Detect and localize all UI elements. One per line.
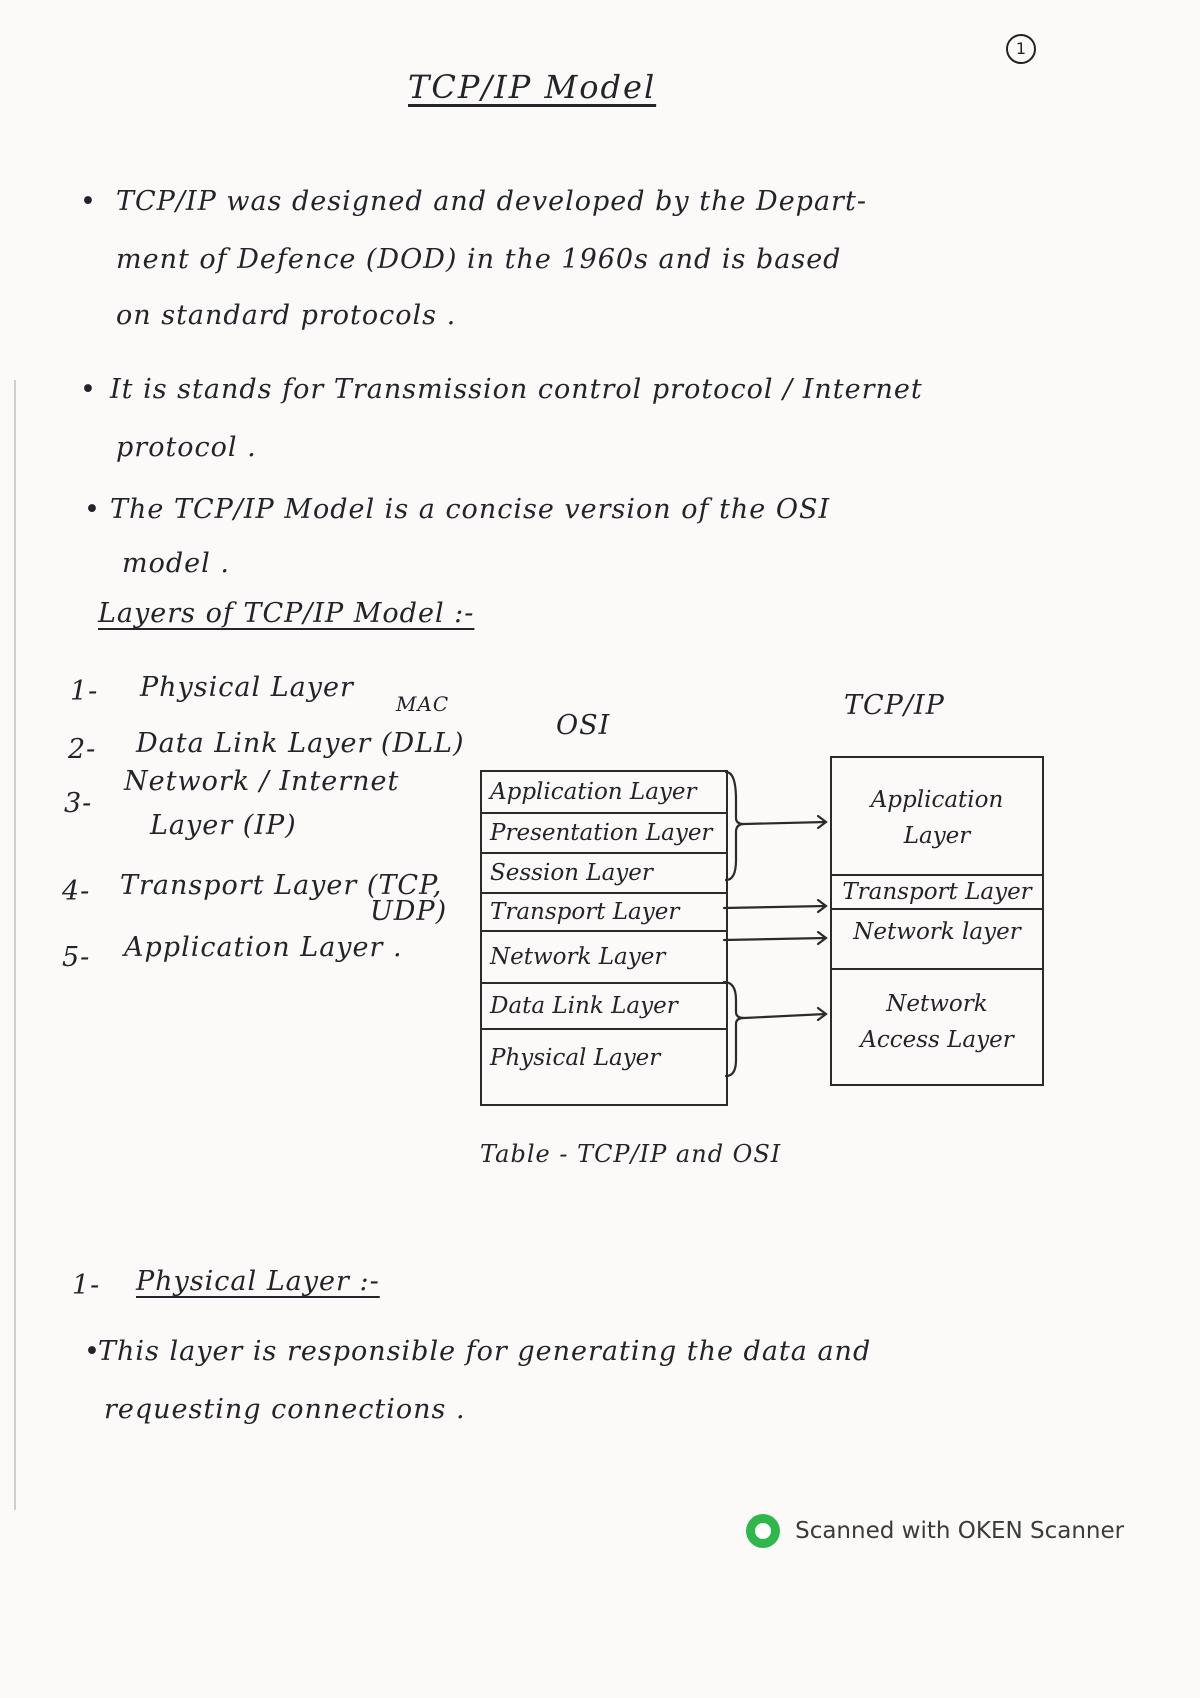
osi-layer-cell: Presentation Layer	[482, 814, 726, 854]
tcpip-layer-cell	[832, 970, 1042, 1082]
tcpip-layer-cell: Transport Layer	[832, 876, 1042, 910]
layer-num: 1-	[70, 676, 99, 707]
network-access-arrow	[744, 1014, 826, 1018]
scanner-text: Scanned with OKEN Scanner	[795, 1518, 1125, 1544]
application-arrow	[744, 822, 826, 824]
osi-layer-cell: Application Layer	[482, 772, 726, 814]
bullet-1-line-3: on standard protocols .	[116, 300, 457, 331]
transport-arrow	[724, 906, 826, 908]
tcpip-column-label: TCP/IP	[844, 690, 945, 721]
network-arrow	[724, 938, 826, 940]
layer-num: 3-	[64, 788, 93, 819]
layer-num: 4-	[62, 876, 91, 907]
layer-num: 5-	[62, 942, 91, 973]
bullet-dot: •	[80, 186, 97, 217]
layers-heading: Layers of TCP/IP Model :-	[98, 598, 475, 629]
osi-layer-cell: Physical Layer	[490, 1045, 661, 1071]
bullet-2-line-1: It is stands for Transmission control protocol / Internet	[110, 374, 923, 405]
tcpip-layer-cell	[832, 758, 1042, 876]
tcpip-layer-line: Layer	[903, 823, 971, 849]
tcpip-layer-cell: Network layer	[832, 910, 1042, 970]
bullet-dot: •	[84, 494, 101, 525]
bullet-1-line-2: ment of Defence (DOD) in the 1960s and is based	[116, 244, 842, 275]
bullet-2-line-2: protocol .	[116, 432, 257, 463]
tcpip-layer-line: Access Layer	[860, 1027, 1014, 1053]
layer-4-line-1: Transport Layer (TCP,	[120, 870, 443, 901]
layer-4-line-2: UDP)	[370, 896, 448, 927]
page-number: 1	[1006, 34, 1036, 64]
mapping-arrows	[718, 760, 838, 1090]
diagram-caption: Table - TCP/IP and OSI	[480, 1140, 782, 1168]
osi-layer-cell: Network Layer	[482, 932, 726, 984]
scan-shadow-edge	[14, 380, 16, 1510]
osi-table	[480, 770, 728, 1106]
bullet-3-line-1: The TCP/IP Model is a concise version of the OSI	[110, 494, 831, 525]
osi-layer-cell: Data Link Layer	[482, 984, 726, 1030]
layer-3-line-2: Layer (IP)	[150, 810, 297, 841]
oken-logo-icon	[746, 1514, 780, 1548]
section-1-line-2: requesting connections .	[104, 1394, 466, 1425]
bullet-1-line-1: TCP/IP was designed and developed by the Depart-	[116, 186, 867, 217]
layer-3-line-1: Network / Internet	[124, 766, 400, 797]
tcpip-table	[830, 756, 1044, 1086]
layer-2-label: Data Link Layer (DLL)	[136, 728, 465, 759]
bullet-3-line-2: model .	[122, 548, 230, 579]
scanner-watermark	[746, 1514, 1124, 1548]
upper-brace	[726, 772, 744, 880]
bullet-dot: •	[80, 374, 97, 405]
page-title: TCP/IP Model	[408, 68, 657, 106]
tcpip-layer-line: Network	[886, 991, 988, 1017]
osi-layer-cell: Transport Layer	[482, 894, 726, 932]
layer-5-label: Application Layer .	[124, 932, 403, 963]
tcpip-layer-line: Application	[870, 787, 1004, 813]
section-heading: Physical Layer :-	[136, 1266, 380, 1297]
layer-2-note: MAC	[396, 692, 450, 716]
bullet-dot: •	[84, 1336, 101, 1367]
section-1-line-1: This layer is responsible for generating the data and	[98, 1336, 872, 1367]
layer-num: 2-	[68, 734, 97, 765]
layer-1-label: Physical Layer	[140, 672, 354, 703]
osi-column-label: OSI	[556, 710, 611, 741]
section-num: 1-	[72, 1270, 101, 1301]
lower-brace	[724, 982, 744, 1076]
osi-layer-cell: Session Layer	[482, 854, 726, 894]
